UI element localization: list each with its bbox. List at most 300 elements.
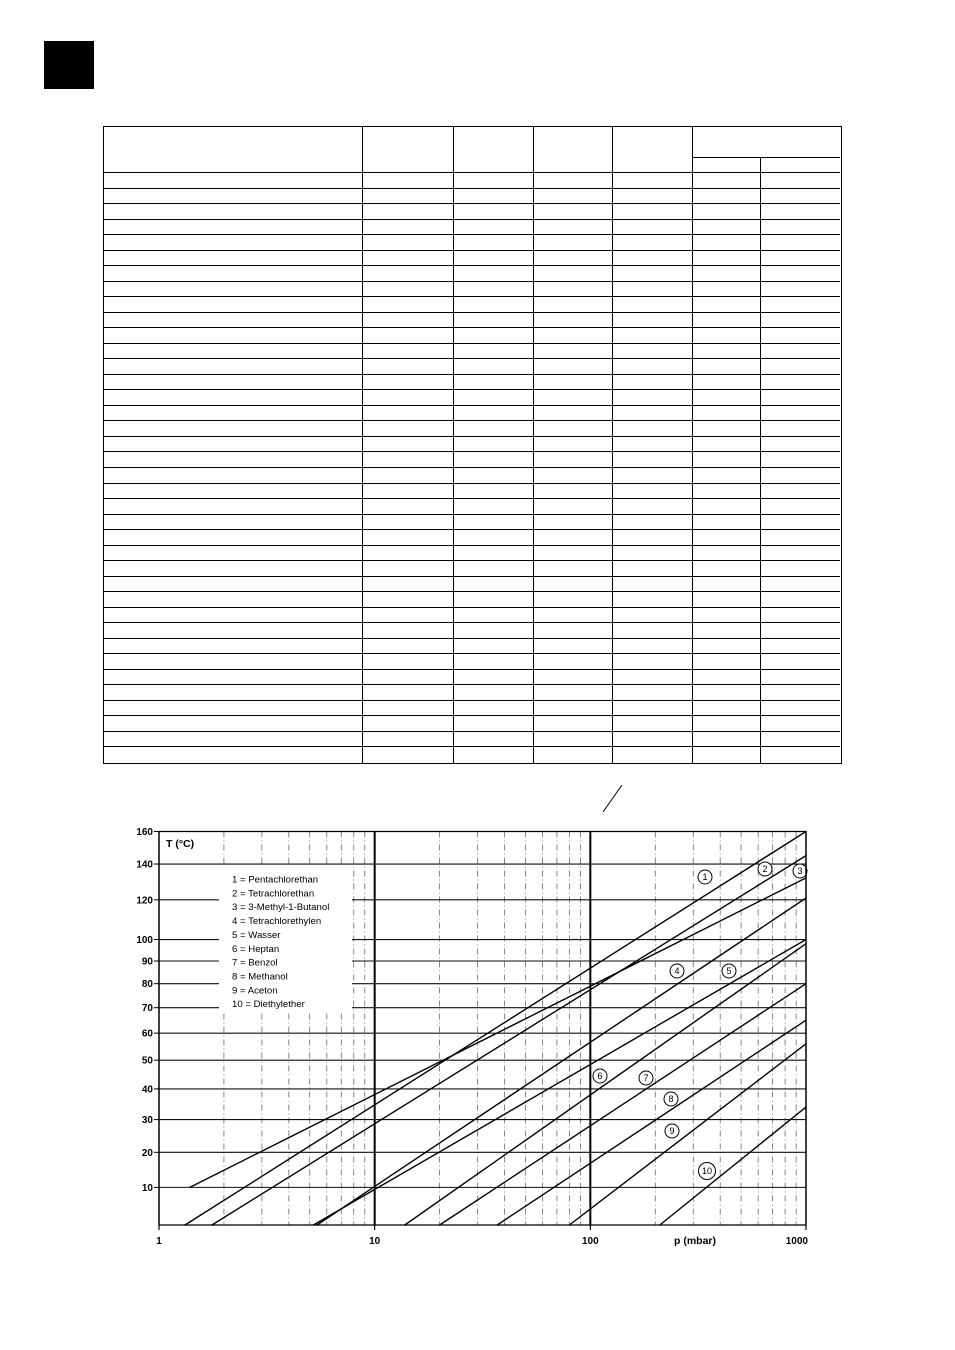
table-cell	[534, 282, 613, 298]
table-cell	[104, 639, 363, 655]
table-cell	[693, 220, 761, 236]
table-cell	[613, 515, 693, 531]
table-cell	[454, 747, 534, 763]
table-cell	[104, 654, 363, 670]
table-cell	[454, 468, 534, 484]
table-cell	[693, 670, 761, 686]
table-cell	[534, 561, 613, 577]
table-cell	[613, 189, 693, 205]
table-cell	[454, 173, 534, 189]
series-marker-number: 1	[702, 872, 708, 883]
table-cell	[104, 747, 363, 763]
table-header-cell	[454, 127, 534, 173]
vapor-pressure-chart	[0, 775, 955, 1260]
series-marker-10	[699, 1163, 716, 1180]
table-cell	[363, 313, 454, 329]
legend-item: 5 = Wasser	[232, 929, 281, 941]
legend	[219, 866, 352, 1013]
table-cell	[454, 251, 534, 267]
table-cell	[761, 530, 840, 546]
table-cell	[454, 685, 534, 701]
legend-item: 6 = Heptan	[232, 943, 280, 955]
table-cell	[693, 390, 761, 406]
table-cell	[363, 204, 454, 220]
series-marker-number: 8	[668, 1094, 674, 1105]
table-cell	[104, 359, 363, 375]
table-cell	[761, 608, 840, 624]
table-cell	[761, 173, 840, 189]
table-cell	[761, 266, 840, 282]
table-cell	[613, 390, 693, 406]
table-cell	[104, 297, 363, 313]
table-cell	[454, 515, 534, 531]
major-gridlines	[375, 832, 591, 1226]
table-cell	[693, 173, 761, 189]
table-cell	[363, 251, 454, 267]
y-tick-label: 80	[141, 979, 153, 991]
table-cell	[104, 235, 363, 251]
table-subheader-cell	[693, 158, 761, 173]
legend-item: 10 = Diethylether	[232, 999, 305, 1011]
series-marker-8	[664, 1092, 678, 1106]
table-cell	[613, 546, 693, 562]
table-cell	[363, 546, 454, 562]
series-line-5	[313, 940, 806, 1226]
table-cell	[454, 452, 534, 468]
table-cell	[693, 515, 761, 531]
legend-item: 7 = Benzol	[232, 957, 278, 969]
table-cell	[613, 484, 693, 500]
table-cell	[104, 437, 363, 453]
x-tick-label: 1	[156, 1236, 162, 1247]
table-cell	[613, 375, 693, 391]
table-cell	[693, 235, 761, 251]
table-cell	[761, 359, 840, 375]
table-cell	[761, 670, 840, 686]
table-cell	[363, 173, 454, 189]
table-cell	[454, 359, 534, 375]
table-cell	[761, 654, 840, 670]
table-cell	[534, 344, 613, 360]
table-cell	[613, 747, 693, 763]
table-cell	[613, 452, 693, 468]
table-cell	[454, 235, 534, 251]
table-cell	[693, 266, 761, 282]
table-cell	[693, 530, 761, 546]
table-cell	[761, 251, 840, 267]
table-cell	[454, 592, 534, 608]
table-cell	[693, 639, 761, 655]
table-cell	[104, 173, 363, 189]
table-cell	[761, 747, 840, 763]
table-cell	[363, 639, 454, 655]
table-cell	[761, 577, 840, 593]
table-cell	[363, 220, 454, 236]
series-marker-1	[698, 870, 712, 884]
table-cell	[613, 437, 693, 453]
table-cell	[534, 592, 613, 608]
table-cell	[363, 670, 454, 686]
table-cell	[454, 608, 534, 624]
table-cell	[534, 266, 613, 282]
table-cell	[363, 654, 454, 670]
table-cell	[104, 452, 363, 468]
table-cell	[454, 530, 534, 546]
table-cell	[454, 421, 534, 437]
table-cell	[761, 282, 840, 298]
table-cell	[761, 452, 840, 468]
table-header-cell	[534, 127, 613, 173]
table-cell	[454, 546, 534, 562]
table-cell	[534, 220, 613, 236]
series-marker-3	[793, 864, 807, 878]
table-subheader-cell	[761, 158, 840, 173]
table-cell	[613, 701, 693, 717]
table-cell	[534, 546, 613, 562]
table-cell	[613, 530, 693, 546]
table-cell	[761, 390, 840, 406]
table-cell	[363, 499, 454, 515]
table-cell	[534, 685, 613, 701]
table-cell	[363, 577, 454, 593]
table-cell	[104, 561, 363, 577]
table-cell	[613, 732, 693, 748]
table-cell	[363, 515, 454, 531]
table-cell	[761, 235, 840, 251]
table-cell	[693, 732, 761, 748]
table-cell	[761, 328, 840, 344]
y-tick-label: 90	[141, 956, 153, 968]
series-marker-7	[639, 1071, 653, 1085]
table-cell	[454, 297, 534, 313]
table-cell	[761, 468, 840, 484]
table-cell	[104, 421, 363, 437]
table-cell	[534, 204, 613, 220]
table-cell	[454, 313, 534, 329]
table-cell	[363, 452, 454, 468]
table-cell	[534, 452, 613, 468]
table-cell	[363, 701, 454, 717]
table-cell	[613, 577, 693, 593]
series-marker-number: 3	[797, 866, 803, 877]
table-cell	[613, 282, 693, 298]
table-cell	[613, 313, 693, 329]
table-cell	[761, 421, 840, 437]
table-cell	[104, 716, 363, 732]
table-cell	[761, 220, 840, 236]
x-tick-label: 1000	[785, 1236, 808, 1247]
table-cell	[534, 608, 613, 624]
table-cell	[693, 375, 761, 391]
table-header-cell	[613, 127, 693, 173]
y-axis	[136, 827, 159, 1194]
table-cell	[613, 173, 693, 189]
table-cell	[454, 561, 534, 577]
table-header-group-cell	[693, 127, 840, 158]
legend-item: 9 = Aceton	[232, 985, 278, 997]
table-cell	[693, 437, 761, 453]
series-marker-5	[722, 964, 736, 978]
table-cell	[693, 359, 761, 375]
table-cell	[693, 561, 761, 577]
table-cell	[104, 266, 363, 282]
table-cell	[454, 499, 534, 515]
table-cell	[761, 639, 840, 655]
y-tick-label: 10	[141, 1182, 153, 1194]
y-tick-label: 60	[141, 1028, 153, 1040]
table-cell	[761, 716, 840, 732]
table-cell	[104, 313, 363, 329]
table-cell	[363, 437, 454, 453]
table-cell	[761, 406, 840, 422]
table-cell	[363, 561, 454, 577]
series-marker-number: 10	[701, 1166, 713, 1177]
table-cell	[363, 685, 454, 701]
table-cell	[363, 235, 454, 251]
table-cell	[104, 484, 363, 500]
series-marker-number: 5	[726, 966, 732, 977]
table-cell	[534, 530, 613, 546]
table-cell	[534, 639, 613, 655]
y-tick-label: 70	[141, 1003, 153, 1015]
y-tick-label: 30	[141, 1115, 153, 1127]
table-cell	[363, 468, 454, 484]
table-cell	[613, 266, 693, 282]
table-cell	[693, 344, 761, 360]
y-tick-label: 120	[136, 895, 153, 907]
table-cell	[363, 716, 454, 732]
table-cell	[761, 561, 840, 577]
table-cell	[363, 608, 454, 624]
table-cell	[104, 468, 363, 484]
table-cell	[534, 390, 613, 406]
table-cell	[363, 732, 454, 748]
table-cell	[693, 685, 761, 701]
legend-item: 4 = Tetrachlorethylen	[232, 916, 322, 927]
table-cell	[761, 546, 840, 562]
table-cell	[363, 592, 454, 608]
table-cell	[454, 406, 534, 422]
table-cell	[613, 359, 693, 375]
series-marker-number: 2	[762, 864, 768, 875]
table-cell	[534, 515, 613, 531]
table-cell	[534, 437, 613, 453]
table-cell	[104, 375, 363, 391]
series-line-10	[660, 1107, 806, 1225]
series-marker-number: 4	[674, 966, 680, 977]
table-cell	[104, 701, 363, 717]
table-cell	[104, 685, 363, 701]
table-cell	[693, 282, 761, 298]
table-cell	[363, 359, 454, 375]
table-cell	[613, 592, 693, 608]
table-cell	[613, 654, 693, 670]
table-cell	[693, 608, 761, 624]
table-cell	[693, 654, 761, 670]
table-cell	[613, 623, 693, 639]
table-cell	[454, 623, 534, 639]
table-cell	[693, 577, 761, 593]
table-cell	[613, 561, 693, 577]
table-cell	[454, 204, 534, 220]
table-cell	[534, 654, 613, 670]
table-cell	[104, 282, 363, 298]
table-cell	[693, 546, 761, 562]
table-cell	[454, 344, 534, 360]
table-cell	[534, 251, 613, 267]
table-cell	[693, 499, 761, 515]
table-cell	[534, 701, 613, 717]
table-cell	[104, 546, 363, 562]
table-cell	[693, 592, 761, 608]
series-marker-number: 6	[597, 1071, 603, 1082]
table-cell	[761, 685, 840, 701]
table-cell	[693, 716, 761, 732]
y-tick-label: 140	[136, 859, 153, 871]
table-cell	[454, 654, 534, 670]
table-cell	[534, 421, 613, 437]
table-cell	[693, 297, 761, 313]
table-cell	[534, 623, 613, 639]
table-cell	[761, 623, 840, 639]
table-header-cell	[363, 127, 454, 173]
table-cell	[454, 732, 534, 748]
table-cell	[693, 189, 761, 205]
table-cell	[613, 421, 693, 437]
table-cell	[613, 235, 693, 251]
table-cell	[693, 204, 761, 220]
table-cell	[534, 189, 613, 205]
table-cell	[693, 623, 761, 639]
table-cell	[534, 313, 613, 329]
legend-item: 8 = Methanol	[232, 971, 288, 983]
x-tick-label: 10	[369, 1236, 381, 1247]
table-cell	[761, 592, 840, 608]
table-cell	[613, 406, 693, 422]
table-cell	[104, 204, 363, 220]
table-cell	[693, 747, 761, 763]
table-cell	[534, 468, 613, 484]
table-cell	[693, 406, 761, 422]
table-cell	[104, 390, 363, 406]
table-cell	[613, 639, 693, 655]
table-cell	[454, 390, 534, 406]
table-cell	[454, 282, 534, 298]
y-tick-label: 50	[141, 1055, 153, 1067]
table-cell	[363, 189, 454, 205]
table-cell	[534, 328, 613, 344]
table-cell	[534, 359, 613, 375]
table-cell	[363, 297, 454, 313]
table-cell	[104, 220, 363, 236]
y-tick-label: 160	[136, 827, 153, 838]
table-cell	[104, 344, 363, 360]
table-cell	[104, 577, 363, 593]
table-cell	[363, 328, 454, 344]
legend-item: 3 = 3-Methyl-1-Butanol	[232, 902, 330, 914]
x-tick-label: 100	[581, 1236, 599, 1247]
series-line-4	[317, 898, 806, 1225]
table-cell	[534, 499, 613, 515]
table-cell	[104, 328, 363, 344]
table-cell	[613, 344, 693, 360]
table-cell	[104, 608, 363, 624]
series-marker-9	[665, 1124, 679, 1138]
table-cell	[613, 297, 693, 313]
table-cell	[761, 204, 840, 220]
data-table	[103, 126, 842, 764]
slash-mark	[603, 785, 622, 812]
table-cell	[693, 421, 761, 437]
table-cell	[363, 344, 454, 360]
legend-item: 1 = Pentachlorethan	[232, 874, 319, 886]
table-cell	[363, 282, 454, 298]
table-cell	[693, 701, 761, 717]
table-cell	[363, 530, 454, 546]
table-cell	[534, 406, 613, 422]
table-cell	[454, 189, 534, 205]
y-tick-label: 20	[141, 1147, 153, 1159]
x-axis-title: p (mbar)	[674, 1235, 716, 1247]
table-cell	[761, 313, 840, 329]
legend-item: 2 = Tetrachlorethan	[232, 888, 315, 900]
table-cell	[104, 732, 363, 748]
table-cell	[363, 406, 454, 422]
black-marker-block	[44, 41, 94, 89]
table-cell	[454, 437, 534, 453]
table-cell	[454, 375, 534, 391]
table-cell	[693, 484, 761, 500]
table-cell	[363, 747, 454, 763]
table-cell	[613, 670, 693, 686]
table-cell	[104, 530, 363, 546]
table-cell	[693, 313, 761, 329]
table-cell	[761, 189, 840, 205]
table-cell	[613, 685, 693, 701]
table-cell	[534, 235, 613, 251]
table-cell	[104, 515, 363, 531]
table-cell	[104, 499, 363, 515]
table-cell	[613, 608, 693, 624]
table-header-cell	[104, 127, 363, 173]
table-cell	[613, 204, 693, 220]
table-cell	[454, 639, 534, 655]
table-cell	[454, 577, 534, 593]
series-marker-4	[670, 964, 684, 978]
table-cell	[613, 716, 693, 732]
table-cell	[534, 732, 613, 748]
table-cell	[534, 716, 613, 732]
table-cell	[363, 484, 454, 500]
table-cell	[761, 484, 840, 500]
table-cell	[104, 189, 363, 205]
table-cell	[454, 701, 534, 717]
series-marker-number: 9	[669, 1126, 675, 1137]
table-cell	[534, 484, 613, 500]
table-cell	[613, 251, 693, 267]
table-cell	[363, 390, 454, 406]
table-cell	[104, 592, 363, 608]
table-cell	[761, 437, 840, 453]
table-cell	[761, 732, 840, 748]
table-cell	[104, 623, 363, 639]
table-cell	[693, 251, 761, 267]
table-cell	[761, 515, 840, 531]
table-cell	[363, 623, 454, 639]
table-cell	[104, 670, 363, 686]
table-cell	[613, 328, 693, 344]
y-tick-label: 40	[141, 1084, 153, 1096]
